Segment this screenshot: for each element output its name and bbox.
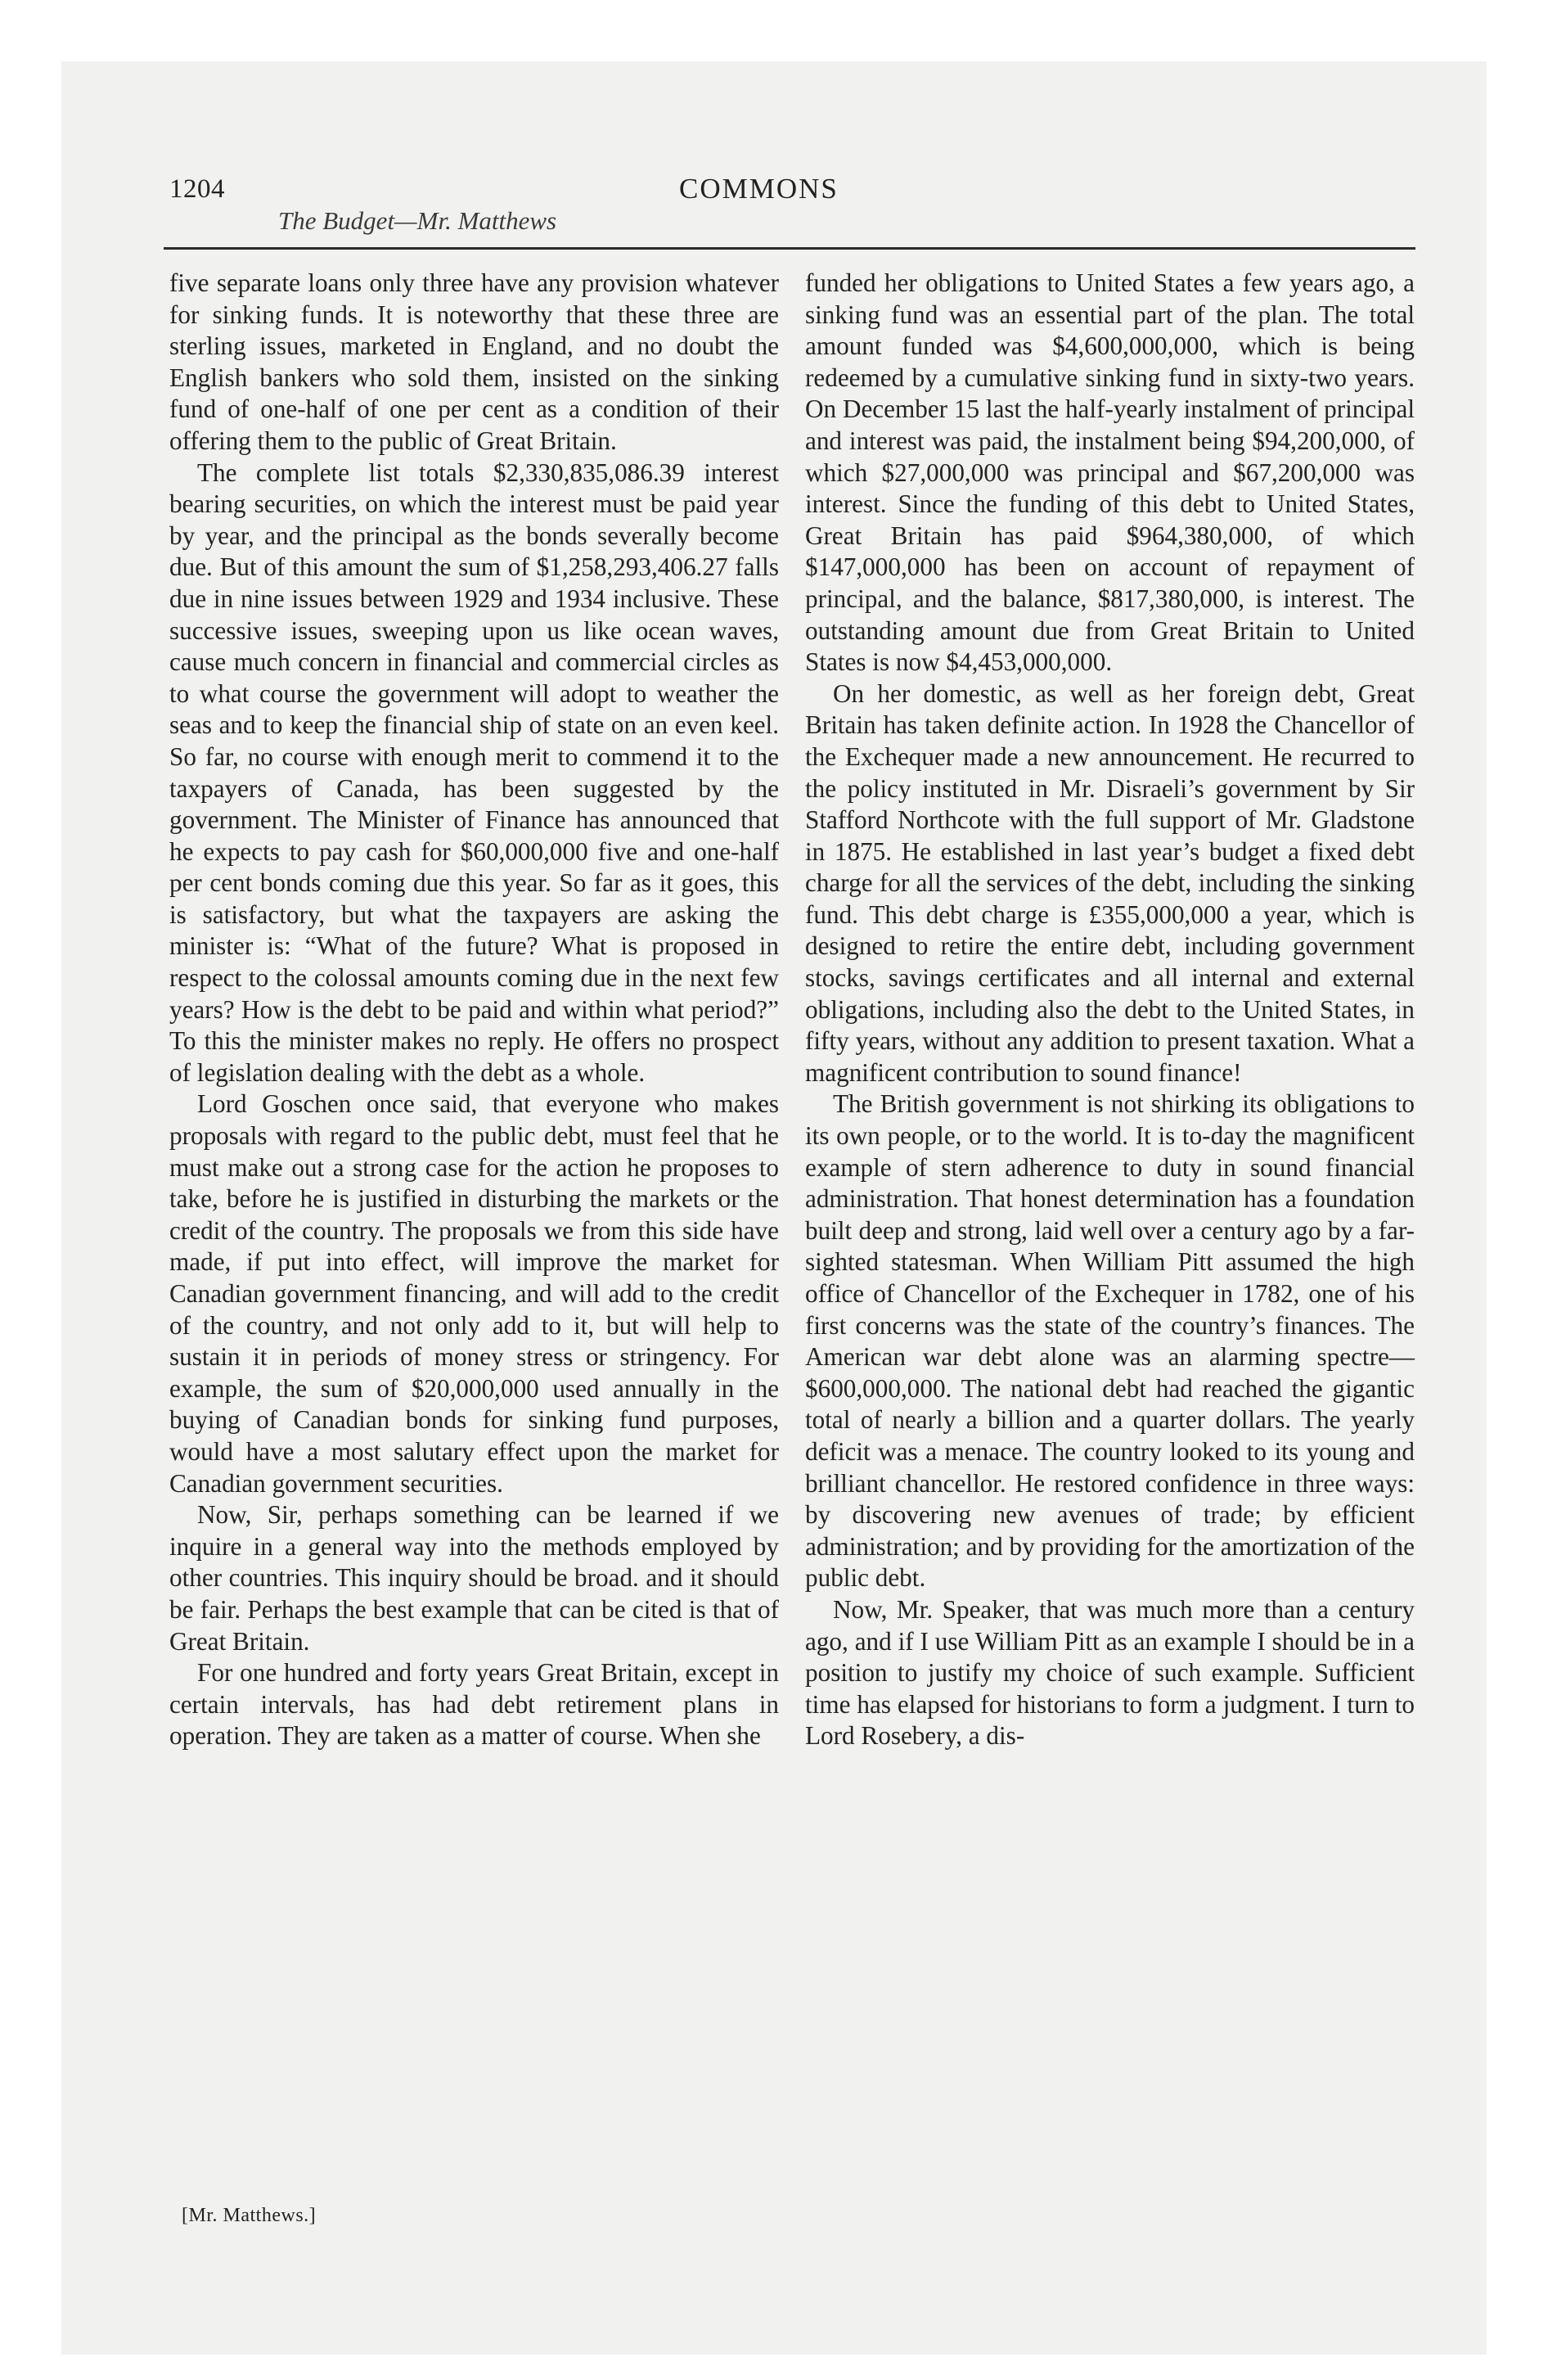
paragraph: On her domestic, as well as her foreign debt, Great Britain has taken definite action. In 1928 the Chancellor of the Exchequer made a new announcement. He recurred to the policy instituted in Mr. Disraeli’s government by Sir Stafford Northcote with the full support of Mr. Gladstone in 1875. He established in last year’s budget a fixed debt charge for all the services of the debt, including the sinking fund. This debt charge is £355,000,000 a year, which is designed to retire the entire debt, including government stocks, savings certificates and all internal and external obligations, including also the debt to the United States, in fifty years, without any addition to present taxation. What a magnificent contribution to sound finance! [805,678,1415,1087]
paragraph: The complete list totals $2,330,835,086.39 interest bearing securities, on which the interest must be paid year by year, and the principal as the bonds severally become due. But of this amount the sum of $1,258,293,406.27 falls due in nine issues between 1929 and 1934 inclusive. These successive issues, sweeping upon us like ocean waves, cause much concern in financial and commercial circles as to what course the government will adopt to weather the seas and to keep the financial ship of state on an even keel. So far, no course with enough merit to commend it to the taxpayers of Canada, has been suggested by the government. The Minister of Finance has announced that he expects to pay cash for $60,000,000 five and one-half per cent bonds coming due this year. So far as it goes, this is satisfactory, but what the taxpayers are asking the minister is: “What of the future? What is proposed in respect to the colossal amounts coming due in the next few years? How is the debt to be paid and within what period?” To this the minister makes no reply. He offers no prospect of legislation dealing with the debt as a whole. [169,458,779,1087]
paragraph: funded her obligations to United States a few years ago, a sinking fund was an essential part of the plan. The total amount funded was $4,600,000,000, which is being redeemed by a cumulative sinking fund in sixty-two years. On December 15 last the half-yearly instalment of principal and interest was paid, the instalment being $94,200,000, of which $27,000,000 was principal and $67,200,000 was interest. Since the funding of this debt to United States, Great Britain has paid $964,380,000, of which $147,000,000 has been on account of repayment of principal, and the balance, $817,380,000, is interest. The outstanding amount due from Great Britain to United States is now $4,453,000,000. [805,268,1415,677]
left-column [169,268,779,1752]
page-number: 1204 [169,174,225,204]
paragraph: Now, Sir, perhaps something can be learned if we inquire in a general way into the methods employed by other countries. This inquiry should be broad. and it should be fair. Perhaps the best example that can be cited is that of Great Britain. [169,1500,779,1656]
paragraph: Now, Mr. Speaker, that was much more than a century ago, and if I use William Pitt as an example I should be in a position to justify my choice of such example. Sufficient time has elapsed for historians to form a judgment. I turn to Lord Rosebery, a dis- [805,1594,1415,1751]
paragraph: For one hundred and forty years Great Britain, except in certain intervals, has had debt retirement plans in operation. They are taken as a matter of course. When she [169,1658,779,1751]
paragraph: The British government is not shirking its obligations to its own people, or to the world. It is to-day the magnificent example of stern adherence to duty in sound financial administration. That honest determination has a foundation built deep and strong, laid well over a century ago by a far-sighted statesman. When William Pitt assumed the high office of Chancellor of the Exchequer in 1782, one of his first concerns was the state of the country’s finances. The American war debt alone was an alarming spectre—$600,000,000. The national debt had reached the gigantic total of nearly a billion and a quarter dollars. The yearly deficit was a menace. The country looked to its young and brilliant chancellor. He restored confidence in three ways: by discovering new avenues of trade; by efficient administration; and by providing for the amortization of the public debt. [805,1089,1415,1593]
header-rule [164,247,1415,250]
paragraph: five separate loans only three have any provision whatever for sinking funds. It is noteworthy that these three are sterling issues, marketed in England, and no doubt the English bankers who sold them, insisted on the sinking fund of one-half of one per cent as a condition of their offering them to the public of Great Britain. [169,268,779,455]
right-column [805,268,1415,1752]
running-title: COMMONS [679,173,839,205]
running-subtitle: The Budget—Mr. Matthews [278,206,557,235]
paragraph: Lord Goschen once said, that everyone who makes proposals with regard to the public debt, must feel that he must make out a strong case for the action he proposes to take, before he is justified in disturbing the markets or the credit of the country. The proposals we from this side have made, if put into effect, will improve the market for Canadian government financing, and will add to the credit of the country, and not only add to it, but will help to sustain it in periods of money stress or stringency. For example, the sum of $20,000,000 used annually in the buying of Canadian bonds for sinking fund purposes, would have a most salutary effect upon the market for Canadian government securities. [169,1089,779,1498]
speaker-footer: [Mr. Matthews.] [182,2205,317,2226]
